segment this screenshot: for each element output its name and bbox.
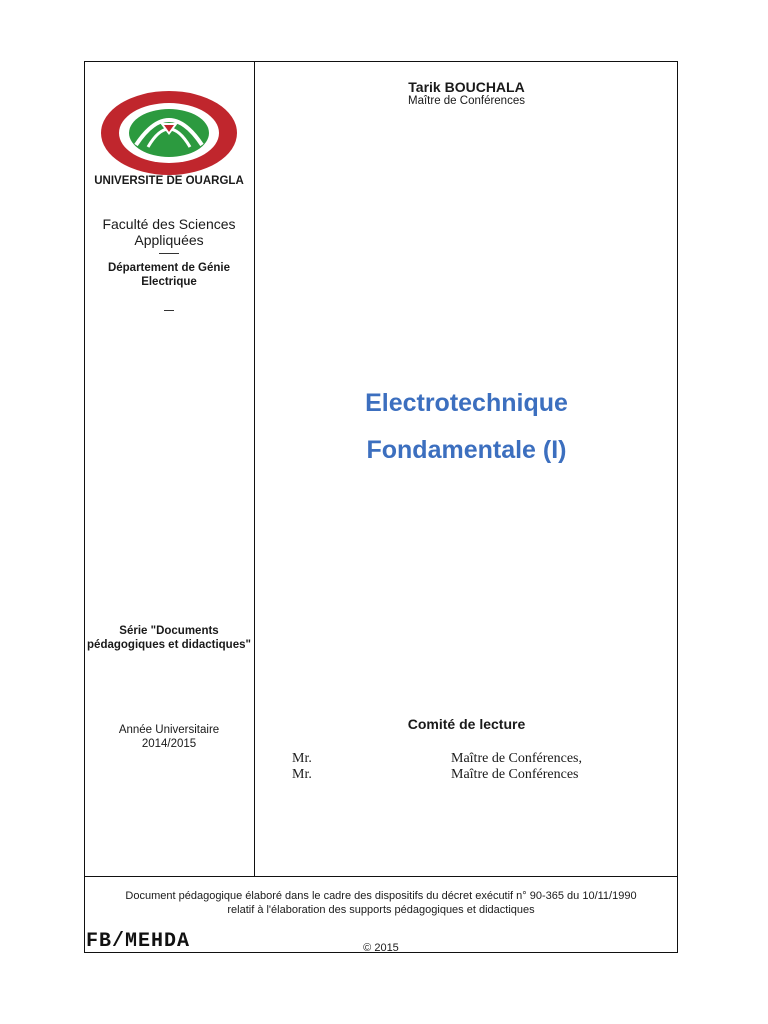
page-frame <box>84 61 678 953</box>
column-divider <box>254 61 255 876</box>
member-role: Maître de Conférences <box>451 767 579 782</box>
watermark-text: FB/MEHDA <box>86 930 191 953</box>
member-prefix: Mr. <box>292 751 312 766</box>
footer-line1: Document pédagogique élaboré dans le cadre des dispositifs du décret exécutif n° 90-365 du 10/11/1990 <box>125 890 637 902</box>
committee-heading: Comité de lecture <box>407 716 526 732</box>
faculty-separator <box>159 253 179 254</box>
academic-year-value: 2014/2015 <box>141 738 197 750</box>
academic-year-label: Année Universitaire <box>118 724 220 736</box>
copyright: © 2015 <box>363 942 399 954</box>
footer-divider <box>84 876 678 877</box>
document-title-line2: Fondamentale (I) <box>366 436 567 464</box>
author-title: Maître de Conférences <box>408 95 525 107</box>
footer-note <box>84 889 678 917</box>
series-label: Série "Documents pédagogiques et didactiques" <box>87 625 251 651</box>
department-name: Département de Génie Electrique <box>107 262 231 288</box>
academic-year <box>84 723 254 751</box>
faculty-name: Faculté des Sciences Appliquées <box>102 216 236 248</box>
member-prefix: Mr. <box>292 767 312 782</box>
document-title-line1: Electrotechnique <box>365 389 568 417</box>
author-name: Tarik BOUCHALA <box>408 79 525 95</box>
footer-line2: relatif à l'élaboration des supports pédagogiques et didactiques <box>227 904 535 916</box>
member-role: Maître de Conférences, <box>451 751 582 766</box>
university-name: UNIVERSITE DE OUARGLA <box>94 175 244 187</box>
department-separator <box>164 310 174 311</box>
